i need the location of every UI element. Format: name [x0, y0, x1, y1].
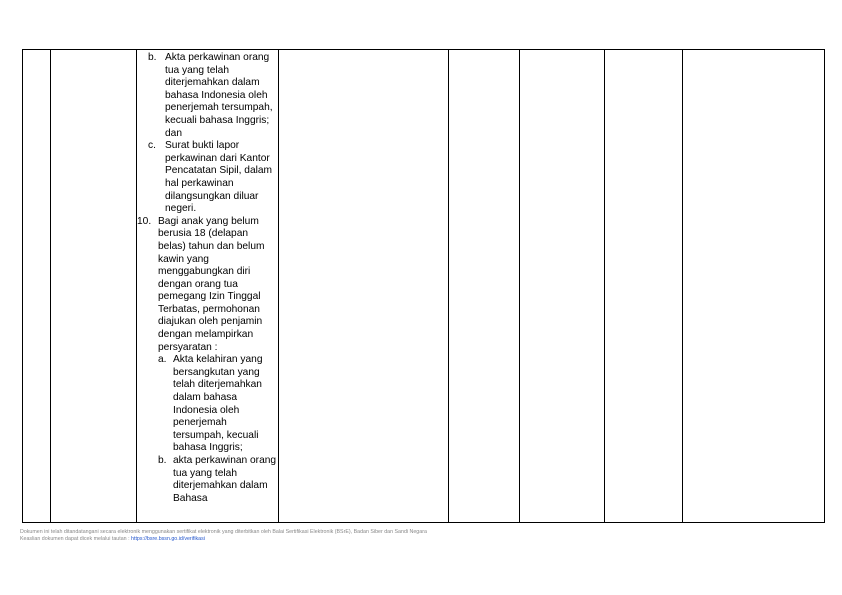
list-item-text: Bagi anak yang belum berusia 18 (delapan belas) tahun dan belum kawin yang menggabungkan diri dengan orang tua pemegang Izin Tinggal Terbatas, permohonan diajukan oleh penjamin dengan melampirkan persyaratan :	[158, 215, 265, 353]
list-item	[137, 52, 278, 140]
table-cell-type	[51, 50, 137, 523]
list-marker: a.	[158, 354, 167, 366]
list-item	[137, 354, 278, 455]
table-cell-empty	[449, 50, 520, 523]
list-marker: 10.	[137, 215, 152, 227]
footer-line: Dokumen ini telah ditandatangani secara elektronik menggunakan sertifikat elektronik yang diterbitkan oleh Balai Sertifikasi Elektronik (BSrE), Badan Siber dan Sandi Negara	[20, 529, 427, 535]
list-item	[137, 216, 278, 355]
table-cell-empty	[279, 50, 449, 523]
table-cell-empty	[520, 50, 605, 523]
table-row	[23, 50, 825, 523]
signature-footer	[20, 529, 427, 543]
list-item	[137, 140, 278, 216]
requirements-table	[22, 49, 825, 523]
list-item-text: Akta kelahiran yang bersangkutan yang telah diterjemahkan dalam bahasa Indonesia oleh penerjemah tersumpah, kecuali bahasa Inggris;	[173, 354, 263, 454]
list-item-text: Akta perkawinan orang tua yang telah diterjemahkan dalam bahasa Indonesia oleh penerjemah tersumpah, kecuali bahasa Inggris; dan	[165, 52, 273, 139]
list-marker: b.	[158, 455, 167, 466]
footer-line	[20, 536, 427, 543]
table-cell-empty	[605, 50, 683, 523]
list-item-text: akta perkawinan orang tua yang telah diterjemahkan dalam Bahasa	[173, 455, 277, 504]
list-marker: c.	[148, 140, 156, 152]
table-cell-empty	[683, 50, 825, 523]
footer-verify-text: Keaslian dokumen dapat dicek melalui tautan :	[20, 536, 130, 542]
table-cell-requirements	[137, 50, 279, 523]
table-cell-number	[23, 50, 51, 523]
list-item-text: Surat bukti lapor perkawinan dari Kantor Pencatatan Sipil, dalam hal perkawinan dilangsungkan diluar negeri.	[165, 140, 273, 215]
list-item	[137, 455, 278, 505]
requirements-list	[137, 50, 278, 505]
list-marker: b.	[148, 52, 157, 63]
verify-link[interactable]: https://bsre.bssn.go.id/verifikasi	[131, 536, 205, 542]
